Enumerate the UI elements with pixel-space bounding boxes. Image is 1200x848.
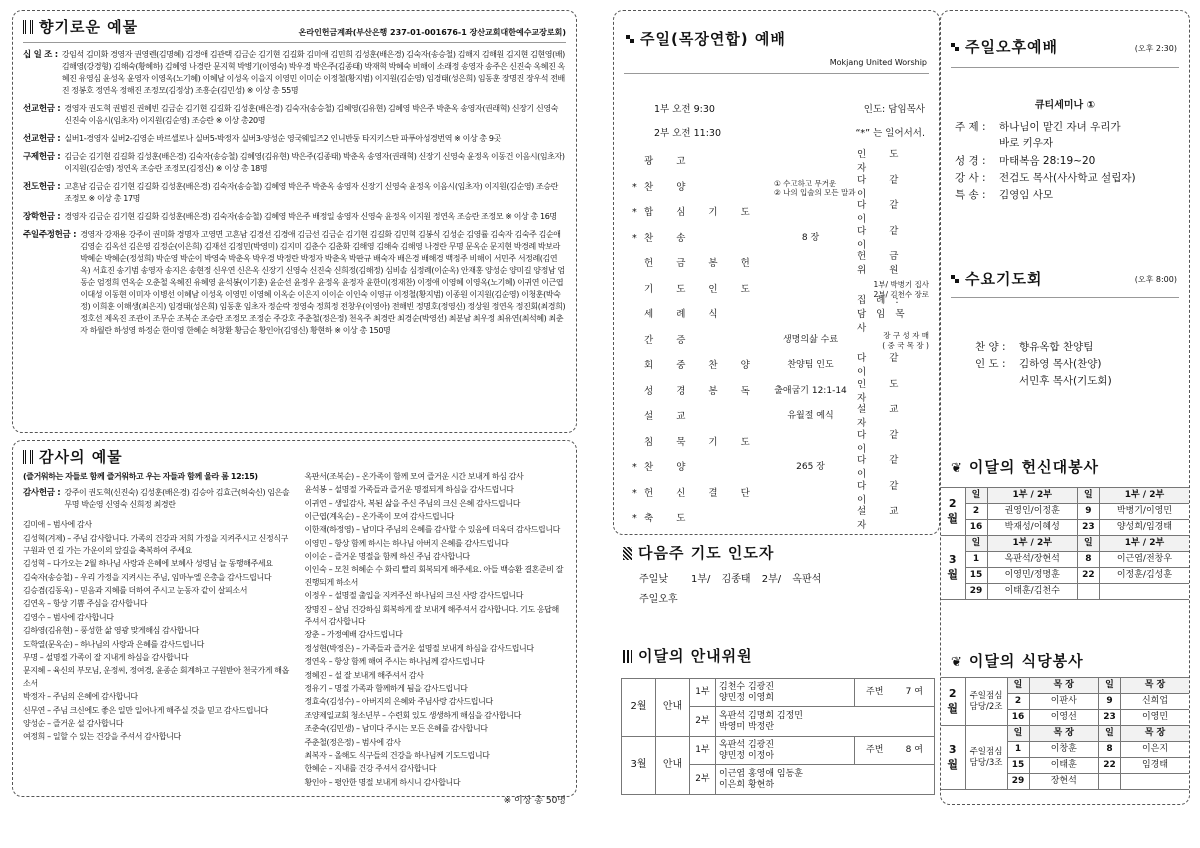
order-detail: 265 장	[796, 462, 825, 473]
thanks-entry: 박정자 – 주님의 은혜에 감사합니다	[23, 692, 138, 702]
schedule-month: 2 월	[941, 488, 965, 536]
schedule-header: 일	[1099, 678, 1121, 694]
schedule-names: 박재성/이혜성	[987, 520, 1077, 536]
schedule-team: 주일점심 담당/3조	[965, 726, 1007, 790]
worship-order-row	[632, 429, 929, 455]
usher-tag: 주번	[855, 679, 895, 707]
thanks-entry: 장춘 – 가정예배 감사드립니다	[304, 630, 403, 640]
thanks-entry: 정효숙(김성수) – 아버지의 은혜와 주님사랑 감사드립니다	[304, 697, 493, 707]
usher-role: 안내	[656, 737, 690, 795]
order-name: 합 심 기 도	[644, 207, 760, 219]
thanks-entry: 조춘숙(김민생) – 남미다 주시는 모든 은혜를 감사합니다	[304, 724, 488, 734]
ushers-section	[613, 640, 940, 805]
detail-row	[975, 356, 1183, 389]
worship-time-1: 1부 오전 9:30	[654, 104, 715, 115]
thanks-first-text: 강주이 권도혁(신진숙) 김성훈(배은경) 김승아 김효근(허숙신) 임은솔 무명 박순영 신영숙 신희정 최경란	[64, 488, 290, 510]
schedule-names: 이근엽/전창우	[1099, 552, 1189, 568]
schedule-header: 일	[1077, 488, 1099, 504]
order-star: *	[632, 513, 637, 525]
worship-order-row	[632, 406, 929, 428]
worship-time-2: 2부 오전 11:30	[654, 128, 721, 139]
thanks-entry: 여정희 – 일할 수 있는 건강을 주셔서 감사합니다	[23, 732, 181, 742]
heart-icon: ❦	[951, 461, 963, 476]
thanks-entry: 이귀연 – 생일감사, 복된 삶을 주신 주님의 크신 은혜 감사드립니다	[304, 498, 521, 508]
order-name: 헌 금 봉 헌	[644, 258, 760, 270]
detail-value: 향유옥합 찬양팀	[1019, 341, 1094, 353]
wednesday-details	[975, 339, 1183, 390]
order-detail: 출애굽기 12:1-14	[774, 385, 847, 396]
offering-label: 주일주정헌금 :	[23, 230, 77, 241]
detail-key: 특 송 :	[955, 189, 986, 202]
schedule-names: 이영민	[1121, 710, 1189, 726]
offering-label: 선교헌금 :	[23, 133, 61, 144]
detail-row	[955, 170, 1183, 186]
order-detail: 생명의삶 수료	[782, 334, 839, 345]
detail-key: 강 사 :	[955, 171, 986, 184]
schedule-day: 16	[1007, 710, 1029, 726]
schedule-header: 목 장	[1029, 678, 1099, 694]
schedule-header: 일	[1007, 678, 1029, 694]
offering-row	[23, 103, 566, 127]
order-name: 축 도	[644, 513, 696, 525]
offering-names: 경영자 권도혁 권범진 권혜빈 김금순 김기현 김길화 김성훈(배은경) 김숙자(송승철) 김혜영(김유현) 김혜영 박은주 박춘옥 송영자(권래혁) 신장기 신영숙 신진숙 이음시(임초자) 이지원(김순영) 조승란 ※ 이상 총20명	[64, 103, 558, 125]
schedule-names: 이태훈	[1029, 758, 1099, 774]
offering-row	[23, 133, 566, 145]
schedule-header: 1부 / 2부	[987, 536, 1077, 552]
thanks-entry: 정혜진 – 설 잘 보내게 해주셔서 감사	[304, 670, 424, 680]
order-name: 회 중 찬 양	[644, 360, 760, 372]
next-prayer-value-1: 1부/ 김종태 2부/ 옥판석	[691, 574, 822, 585]
order-detail: 8 장	[801, 232, 820, 243]
order-name: 찬 양	[644, 462, 696, 474]
schedule-header: 1부 / 2부	[1099, 488, 1189, 504]
offering-row	[23, 151, 566, 175]
schedule-grid	[941, 487, 1189, 600]
order-person: 1부/ 박병기 집사 2부/ 김천수 장로	[873, 280, 929, 299]
detail-value: 김하영 목사(찬양) 서민후 목사(기도회)	[1019, 358, 1112, 387]
thanks-entry: 정유기 – 명절 가족과 함께하게 됨을 감사드립니다	[304, 684, 468, 693]
thanks-column-1	[23, 519, 294, 744]
worship-order-row	[632, 225, 929, 251]
usher-part: 2부	[690, 765, 716, 795]
thanks-entry: 양성순 – 즐거운 설 감사합니다	[23, 719, 124, 728]
afternoon-seminar: 큐티세미나 ①	[1034, 100, 1096, 111]
usher-role: 안내	[656, 679, 690, 737]
thanks-entry: 이한재(하정영) – 남미다 주님의 은혜를 감사할 수 있음에 더욱더 감사드립니다	[304, 525, 560, 535]
detail-value: 마태복음 28:19~20	[999, 154, 1096, 167]
schedule-header: 일	[965, 488, 987, 504]
thanks-note: (즐거워하는 자들로 함께 즐거워하고 우는 자들과 함께 울라 롬 12:15)	[23, 471, 258, 481]
schedule-header: 일	[1007, 726, 1029, 742]
worship-order-row	[632, 480, 929, 506]
schedule-day	[1099, 774, 1121, 790]
detail-key: 성 경 :	[955, 154, 986, 167]
schedule-day: 9	[1099, 694, 1121, 710]
detail-row	[955, 119, 1183, 152]
worship-leader-1: 인도: 담임목사	[863, 104, 925, 115]
worship-order-row	[632, 295, 929, 334]
thanks-entry: 김성혁(겨제) – 주님 감사합니다. 가족의 건강과 저희 가정을 지켜주시고 신정식구 구원과 연 길 가는 가운이의 앞길을 축복하여 주세요	[23, 533, 288, 555]
detail-value: 전검도 목사(사사학교 설립자)	[999, 171, 1136, 184]
order-person: 다 같 이	[857, 200, 909, 225]
detail-key: 인 도 :	[975, 358, 1006, 371]
offering-names: 경영자 강재용 강주이 권미화 경명자 고영면 고흔남 김경선 김경애 김금선 김금순 김기현 김길화 김민혁 김봉식 김성순 김영률 김숙자 김숙주 김순애 김영순 김옥선 김은영 김정순(이은희) 김재선 김정민(박영미) 김지미 김춘수 김춘화 김해영 김해숙 김해영 나경란 무명 문옥순 문지현 박경례 박보라 박혜순 박혜순(정성희) 박순영 박순이 박영숙 박춘옥 박우경 박정란 박정자 박춘옥 박판규 배숙자 배은경 배해경 백정주 비해이 서민주 서정례(김연옥) 서효진 송기범 송영자 송지은 송현정 신우연 신은옥 신장기 신영숙 신진숙 신희정(김해정) 심비솔 심정례(이순옥) 안재홍 양성순 양미길 양정남 엄동순 엄정희 연옥순 오춘철 옥혜진 유혜영 윤석봉(이기훈) 윤순선 윤정우 윤정옥 윤정자 윤한미(정재찬) 이정애 이영혜 이영옥(노기혜) 이귀연 이근엽 이대성 이동현 이미자 이병선 이혜남 이성옥 이영민 이영혜 이옥순 이은지 이이순 이인숙 이영규 이정철(황지범) 이종원 이지원(김순영) 이청훈(박숙정) 이희훈 이해생(최은지) 임경태(성은희) 임동훈 임초자 정순락 정영숙 정희정 전창우(이영아) 전해빈 정명호(정영신) 정상원 정연옥 정진회(최경희) 정호선 제옥진 조관이 조무순 조복순 조승란 조정모 조정순 주강호 주춘철(정은정) 천옥주 최경란 최경순(박영선) 최분남 최우정 최유연(최석혜) 최춘자 하월란 하성영 하정순 한미영 한혜순 허창환 황금순 황인아(김영신) 황현하 ※ 이상 총 150명	[80, 230, 566, 336]
thanks-entry: 조양제일교회 청소년부 – 수련회 있도 생생하게 해심을 감사합니다	[304, 710, 521, 720]
schedule-header: 목 장	[1029, 726, 1099, 742]
order-person: 설 교 자	[857, 506, 909, 531]
usher-names: 이근엽 홍영애 임동훈 이은희 황현하	[716, 765, 935, 795]
worship-order-row	[632, 457, 929, 479]
order-name: 기 도 인 도	[644, 283, 760, 295]
schedule-names: 장현석	[1029, 774, 1099, 790]
thanks-column-2	[304, 471, 566, 789]
order-name: 성 경 봉 독	[644, 385, 760, 397]
section-marker-icon	[951, 43, 959, 51]
schedule-names: 이영선	[1029, 710, 1099, 726]
schedule-grid	[941, 677, 1189, 790]
detail-row	[975, 339, 1183, 355]
order-detail: ① 수고하고 무거운 ② 나의 입술의 모든 말과	[774, 178, 856, 197]
usher-month: 2월	[622, 679, 656, 737]
section-marker-icon	[626, 35, 634, 43]
schedule-header: 1부 / 2부	[1099, 536, 1189, 552]
order-person: 다 같 이	[857, 429, 909, 455]
thanks-entry: 정연옥 – 항상 함께 해여 주시는 하나님께 감사드립니다	[304, 657, 485, 667]
offering-row	[23, 211, 566, 223]
offering-label: 장학헌금 :	[23, 212, 61, 223]
schedule-names: 이은지	[1121, 742, 1189, 758]
thanks-entry: 이영민 – 항상 함께 하시는 하나님 아버지 은혜를 감사드립니다	[304, 538, 509, 548]
schedule-names: 권영인/이정훈	[987, 504, 1077, 520]
offering-row	[23, 49, 566, 97]
wednesday-title: 수요기도회	[951, 269, 1042, 291]
schedule-day: 22	[1077, 568, 1099, 584]
schedule-header: 1부 / 2부	[987, 488, 1077, 504]
detail-row	[955, 187, 1183, 203]
thanks-entry: 옥판서(조복순) – 온가족이 함께 모여 즐거운 시간 보내게 하심 감사	[304, 471, 524, 481]
schedule-day: 9	[1077, 504, 1099, 520]
wednesday-time: (오후 8:00)	[1134, 275, 1177, 284]
usher-names: 김천수 김광진 양민정 이영희	[716, 679, 855, 707]
next-prayer-label-1: 주일낮	[639, 574, 668, 585]
usher-tag: 주번	[855, 737, 895, 765]
detail-key: 주 제 :	[955, 121, 986, 133]
offering-label: 십 일 조 :	[23, 49, 58, 60]
offering-names: 경영자 김금순 김기현 김길화 김성훈(배은경) 김숙자(송승철) 김혜영 박은주 배정일 송영자 신영숙 윤정옥 이지원 정연옥 조승란 조정모 ※ 이상 총 16명	[64, 212, 557, 222]
worship-order-row	[632, 508, 929, 530]
thanks-entry: 윤석봉 – 설명절 가족들과 즐거운 명절되게 하심을 감사드립니다	[304, 485, 514, 495]
section-marker-icon	[951, 275, 959, 283]
thanks-entry: 도학열(문옥순) – 하나님의 사랑과 은혜를 감사드립니다	[23, 639, 204, 649]
heart-icon: ❦	[951, 655, 963, 670]
worship-order-row	[632, 253, 929, 275]
thanks-entry: 장명진 – 살님 건강하심 회복하게 잘 보내게 해주셔서 감사합니다. 기도 응답해 주셔서 감사합니다	[304, 604, 559, 627]
thanks-entry: 주춘철(정은정) – 범사에 감사	[304, 737, 401, 747]
schedule-names: 이창훈	[1029, 742, 1099, 758]
order-detail: 유월절 예식	[787, 411, 834, 422]
schedule-day: 8	[1077, 552, 1099, 568]
order-person: 인 도 자	[857, 149, 909, 174]
order-person: 다 같 이	[857, 455, 909, 480]
schedule-names	[1121, 774, 1189, 790]
thanks-title: 감사의 예물	[23, 447, 566, 469]
worship-order-row	[632, 330, 929, 352]
schedule-day: 1	[965, 552, 987, 568]
kitchen-table	[941, 677, 1189, 790]
schedule-day	[1077, 584, 1099, 600]
offering-section	[12, 10, 577, 433]
thanks-total: ※ 이상 총 50명	[503, 796, 566, 807]
order-detail: 찬양팀 인도	[787, 360, 834, 371]
worship-leader-2: “*” 는 일어서서.	[855, 128, 925, 139]
thanks-entry: 문지혜 – 육신의 부모님, 운정씨, 정여경, 윤종순 회계하고 구원받아 천국가게 해옵소서	[23, 666, 289, 688]
offering-names: 강임석 김미화 경영자 권영렌(김명혜) 김경애 김관택 김금순 김기현 김길화 김미애 김민희 김성훈(배은경) 김숙자(송승철) 김해지 김해원 김지현 김현영(배) 김해영(강경형) 김해숙(황혜하) 김혜영 나경란 문지혁 박병기(이영숙) 박우경 박은주(김종태) 박재혁 박혜숙 비해이 소래정 송영자 송주은 신진숙 옥혜진 옥혜진 유영심 윤성옥 윤영자 이영옥(노기혜) 이혜남 이성옥 이을지 이영민 이미순 이정철(황지범) 이지원(김순영) 임경태(성은희) 임동훈 장명진 장우석 전배진 정봉호 정연옥 정해진 조정모(김정상) 조흥순(김민성) ※ 이상 총 55명	[61, 49, 565, 95]
thanks-entry: 이근엽(계옥순) – 온가족이 모여 감사드립니다	[304, 511, 455, 521]
schedule-day: 8	[1099, 742, 1121, 758]
thanks-entry: 이인숙 – 모친 허혜순 수 화리 빨리 회복되게 해주세요. 아들 백승환 결혼준비 잘 진행되게 하소서	[304, 565, 564, 587]
schedule-day: 23	[1077, 520, 1099, 536]
order-name: 침 묵 기 도	[644, 436, 760, 448]
schedule-names: 임경태	[1121, 758, 1189, 774]
schedule-names: 신희업	[1121, 694, 1189, 710]
thanks-entry: 김연옥 – 항상 기쁨 주심을 감사합니다	[23, 599, 148, 609]
ushers-title: 이달의 안내위원	[623, 646, 753, 668]
schedule-header: 일	[965, 536, 987, 552]
thanks-entry: 김미애 – 범사에 감사	[23, 520, 92, 530]
schedule-day: 23	[1099, 710, 1121, 726]
schedule-month: 3 월	[941, 536, 965, 600]
thanks-entry: 정성현(박정은) – 가족들과 즐거운 설명절 보내게 하심을 감사드립니다	[304, 643, 534, 653]
section-marker-icon	[623, 650, 632, 663]
thanks-entry: 황인아 – 평안한 명절 보내게 하시니 감사합니다	[304, 777, 461, 787]
offering-label: 구제헌금 :	[23, 152, 61, 163]
offering-names: 고흔남 김금순 김기현 김길화 김성훈(배은경) 김숙자(송승철) 김혜영 박은주 박춘옥 송영자 신장기 신영숙 윤정옥 이음시(임초자) 이지원(김순영) 조승란 조정모 ※ 이상 총 17명	[64, 182, 558, 204]
order-person: 다 같 이	[857, 225, 909, 251]
order-name: 광 고	[644, 156, 696, 168]
order-person: 다 같 이	[857, 174, 909, 200]
thanks-entry: 김영수 – 범사에 감사합니다	[23, 612, 114, 622]
worship-title: 주일(목장연합) 예배	[626, 29, 786, 51]
next-prayer-section	[613, 535, 940, 620]
thanks-entry: 무명 – 설명절 가족이 잘 지내게 하심을 감사합니다	[23, 653, 189, 663]
right-column	[940, 10, 1190, 805]
schedule-day: 15	[1007, 758, 1029, 774]
order-person: 헌 금 위 원	[857, 251, 909, 276]
thanks-entry: 최복자 – 올해도 식구들의 건강을 하나님께 기도드립니다	[304, 750, 490, 760]
offering-row	[23, 229, 566, 337]
thanks-section	[12, 440, 577, 807]
schedule-day: 15	[965, 568, 987, 584]
thanks-first-label: 감사헌금 :	[23, 488, 61, 499]
thanks-entry: 이이순 – 즐거운 명절을 함께 하신 주님 감사합니다	[304, 552, 470, 562]
ushers-table	[621, 678, 935, 795]
detail-value: 김영임 사모	[999, 189, 1054, 202]
usher-part: 1부	[690, 679, 716, 707]
schedule-month: 3 월	[941, 726, 965, 790]
thanks-entry: 김숙자(송승철) – 우리 가정을 지켜시는 주님, 임마누엘 은총을 감사드립니다	[23, 572, 272, 582]
schedule-header: 일	[1077, 536, 1099, 552]
usher-week: 8 여	[895, 737, 935, 765]
kitchen-title: ❦ 이달의 식당봉사	[951, 651, 1084, 673]
ushers-grid	[621, 678, 935, 795]
worship-order-row	[632, 355, 929, 377]
next-prayer-label-2: 주일오후	[639, 594, 678, 605]
schedule-day: 2	[965, 504, 987, 520]
schedule-day: 29	[1007, 774, 1029, 790]
schedule-names: 이영민/정명훈	[987, 568, 1077, 584]
order-star: *	[632, 207, 637, 219]
order-person: 인 도 자	[857, 378, 909, 404]
order-person: 집례: 담임목사	[857, 295, 915, 334]
schedule-team: 주일점심 담당/2조	[965, 678, 1007, 726]
worship-order-row	[632, 151, 929, 173]
usher-part: 2부	[690, 707, 716, 737]
service-table	[941, 487, 1189, 600]
thanks-entry: 김성혁 – 다가오는 2월 하나님 사랑과 은혜에 보혜사 성령님 늘 동행해주세요	[23, 559, 273, 569]
afternoon-time: (오후 2:30)	[1134, 44, 1177, 53]
offering-title: 향기로운 예물	[23, 17, 138, 39]
order-name: 세 례 식	[644, 309, 728, 321]
worship-order-row	[632, 202, 929, 224]
schedule-names: 양성희/임경태	[1099, 520, 1189, 536]
thanks-entry: 이정우 – 설명절 출입을 지켜주신 하나님의 크신 사랑 감사드립니다	[304, 591, 524, 601]
schedule-names: 이정훈/김성훈	[1099, 568, 1189, 584]
usher-names: 옥판석 김광진 양민정 이정아	[716, 737, 855, 765]
section-marker-icon	[23, 450, 33, 464]
schedule-day: 1	[1007, 742, 1029, 758]
schedule-header: 일	[1099, 726, 1121, 742]
order-name: 찬 송	[644, 232, 696, 244]
detail-key: 찬 양 :	[975, 341, 1006, 353]
order-star: *	[632, 487, 637, 499]
section-marker-icon	[23, 20, 33, 34]
schedule-header: 목 장	[1121, 678, 1189, 694]
afternoon-title: 주일오후예배	[951, 37, 1058, 59]
order-person: 다 같 이	[857, 480, 909, 506]
schedule-names: 옥판석/장현석	[987, 552, 1077, 568]
order-person: 설 교 자	[857, 404, 909, 429]
schedule-header: 목 장	[1121, 726, 1189, 742]
schedule-names: 이태훈/김천수	[987, 584, 1077, 600]
detail-row	[955, 153, 1183, 169]
usher-part: 1부	[690, 737, 716, 765]
offering-row	[23, 181, 566, 205]
schedule-names: 박병기/이영민	[1099, 504, 1189, 520]
order-name: 헌 신 결 단	[644, 487, 760, 499]
offering-account: 온라인헌금계좌(부산은행 237-01-001676-1 장산교회대한예수교장로회)	[298, 28, 566, 38]
thanks-entry: 김승겸(김동욱) – 믿음과 지혜를 더하여 주시고 눈동자 같이 살피소서	[23, 586, 248, 596]
schedule-day: 22	[1099, 758, 1121, 774]
schedule-day: 16	[965, 520, 987, 536]
worship-order-row	[632, 378, 929, 404]
order-star: *	[632, 462, 637, 474]
usher-names: 옥판석 김명희 김정민 박영미 박정란	[716, 707, 935, 737]
schedule-names: 이판사	[1029, 694, 1099, 710]
offering-label: 전도헌금 :	[23, 182, 61, 193]
offering-label: 선교헌금 :	[23, 103, 61, 114]
order-person: 장 구 성 자 매 ( 중 국 목 장 )	[882, 331, 929, 350]
next-prayer-title: 다음주 기도 인도자	[623, 543, 774, 565]
offering-names: 실버1-경영자 실버2-김영순 바르셀로나 실버5-박정자 실버3-양성순 영국웨일즈2 인니반둥 타지키스탄 파푸아성경번역 ※ 이상 총 9곳	[64, 133, 501, 143]
order-name: 설 교	[644, 411, 696, 423]
detail-value: 하나님이 맡긴 자녀 우리가 바로 키우자	[999, 121, 1121, 150]
order-name: 찬 양	[644, 181, 696, 193]
usher-week: 7 여	[895, 679, 935, 707]
offering-list	[23, 49, 566, 338]
order-name: 간 증	[644, 334, 696, 346]
afternoon-details	[955, 119, 1183, 204]
section-marker-icon	[623, 547, 632, 560]
worship-section	[613, 10, 940, 535]
worship-subtitle: Mokjang United Worship	[829, 58, 927, 67]
schedule-day: 29	[965, 584, 987, 600]
worship-order-row	[632, 174, 929, 200]
thanks-entry: 한혜순 – 지내를 건강 주셔서 감사합니다	[304, 764, 437, 774]
offering-names: 김금순 김기현 김길화 김성훈(배은경) 김숙자(송승철) 김혜영(김유현) 박은주(김종태) 박춘옥 송영자(권래혁) 신장기 신영숙 윤정옥 이동건 이음시(임초자) 이지원(김순영) 정연옥 조승란 조정모(김정신) ※ 이상 총 18명	[64, 152, 565, 174]
thanks-entry: 김하영(김유현) – 풍성한 삶 영광 맞게해심 감사합니다	[23, 626, 199, 636]
usher-month: 3월	[622, 737, 656, 795]
service-title: ❦ 이달의 헌신대봉사	[951, 457, 1099, 479]
schedule-month: 2 월	[941, 678, 965, 726]
thanks-entry: 신무연 – 주님 크신에도 좋은 일만 일어나게 해주실 것을 믿고 감사드립니다	[23, 705, 268, 715]
schedule-names	[1099, 584, 1189, 600]
schedule-day: 2	[1007, 694, 1029, 710]
order-star: *	[632, 232, 637, 244]
order-person: 다 같 이	[857, 353, 909, 378]
order-star: *	[632, 181, 637, 193]
